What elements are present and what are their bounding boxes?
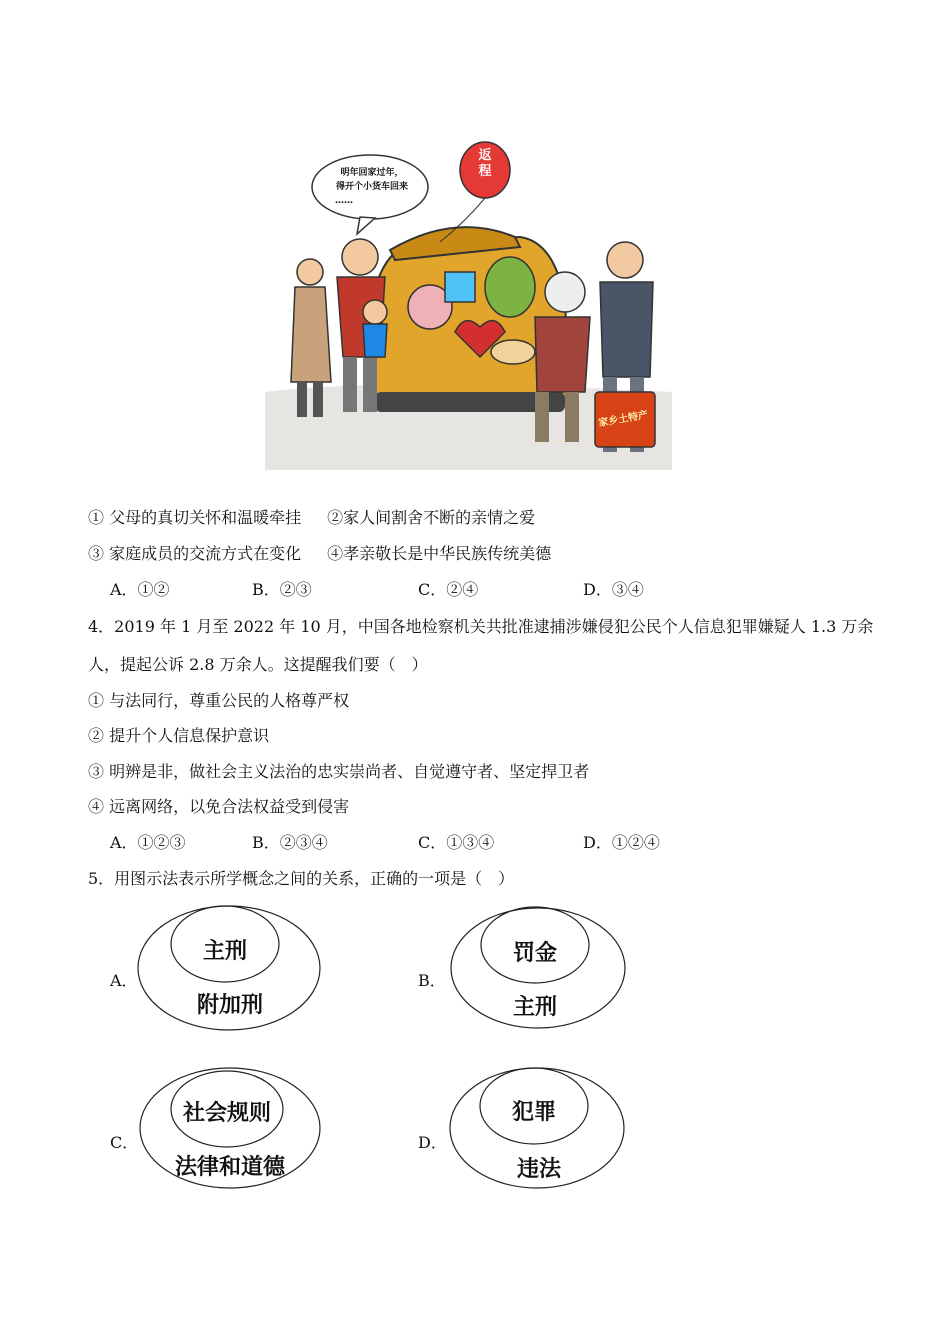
bag-text: 家乡土特产 <box>597 409 649 430</box>
q3-option-c[interactable]: C．②④ <box>418 580 479 599</box>
q4-option-b[interactable]: B．②③④ <box>252 833 328 852</box>
q3-item-4: ④孝亲敬长是中华民族传统美德 <box>327 544 552 563</box>
q4-option-d[interactable]: D．①②④ <box>583 833 660 852</box>
q4-stem-line-2: 人，提起公诉 2.8 万余人。这提醒我们要（ ） <box>88 655 428 674</box>
q5-diagram-b-outer: 主刑 <box>512 995 557 1020</box>
q3-item-3: ③ 家庭成员的交流方式在变化 <box>88 544 302 563</box>
q4-item-3: ③ 明辨是非，做社会主义法治的忠实崇尚者、自觉遵守者、坚定捍卫者 <box>88 762 590 781</box>
q3-item-1: ① 父母的真切关怀和温暖牵挂 <box>88 508 302 527</box>
q5-stem: 5．用图示法表示所学概念之间的关系，正确的一项是（ ） <box>88 869 515 888</box>
q5-diagram-c-outer: 法律和道德 <box>174 1155 285 1180</box>
q4-item-4: ④ 远离网络，以免合法权益受到侵害 <box>88 797 350 816</box>
q3-item-2: ②家人间割舍不断的亲情之爱 <box>327 508 536 527</box>
speech-line-1: 明年回家过年， <box>340 168 404 178</box>
q3-option-d[interactable]: D．③④ <box>583 580 644 599</box>
balloon-char-1: 返 <box>478 148 492 163</box>
q3-option-b[interactable]: B．②③ <box>252 580 312 599</box>
q5-diagram-a-inner: 主刑 <box>202 939 247 964</box>
q5-diagram-b-letter: B． <box>418 971 446 990</box>
balloon-char-2: 程 <box>478 164 492 179</box>
q5-diagram-d-outer: 违法 <box>516 1157 561 1182</box>
q5-diagram-d-inner: 犯罪 <box>511 1100 556 1125</box>
q4-option-a[interactable]: A．①②③ <box>110 833 186 852</box>
speech-line-2: 得开个小货车回来 <box>335 182 408 192</box>
q3-option-a[interactable]: A．①② <box>110 580 170 599</box>
q5-diagram-c-inner: 社会规则 <box>182 1101 271 1126</box>
speech-line-3: …… <box>335 196 353 206</box>
q4-stem-line-1: 4．2019 年 1 月至 2022 年 10 月，中国各地检察机关共批准逮捕涉嫌侵犯公民个人信息犯罪嫌疑人 1.3 万余 <box>88 617 874 636</box>
q5-diagram-c-letter: C． <box>110 1133 139 1152</box>
q4-item-1: ① 与法同行，尊重公民的人格尊严权 <box>88 691 350 710</box>
q5-diagram-a-letter: A． <box>110 971 138 990</box>
q4-item-2: ② 提升个人信息保护意识 <box>88 726 270 745</box>
q5-diagram-a-outer: 附加刑 <box>196 993 263 1018</box>
q4-option-c[interactable]: C．①③④ <box>418 833 495 852</box>
q5-diagram-d-letter: D． <box>418 1133 447 1152</box>
q5-diagram-b-inner: 罚金 <box>512 941 557 966</box>
